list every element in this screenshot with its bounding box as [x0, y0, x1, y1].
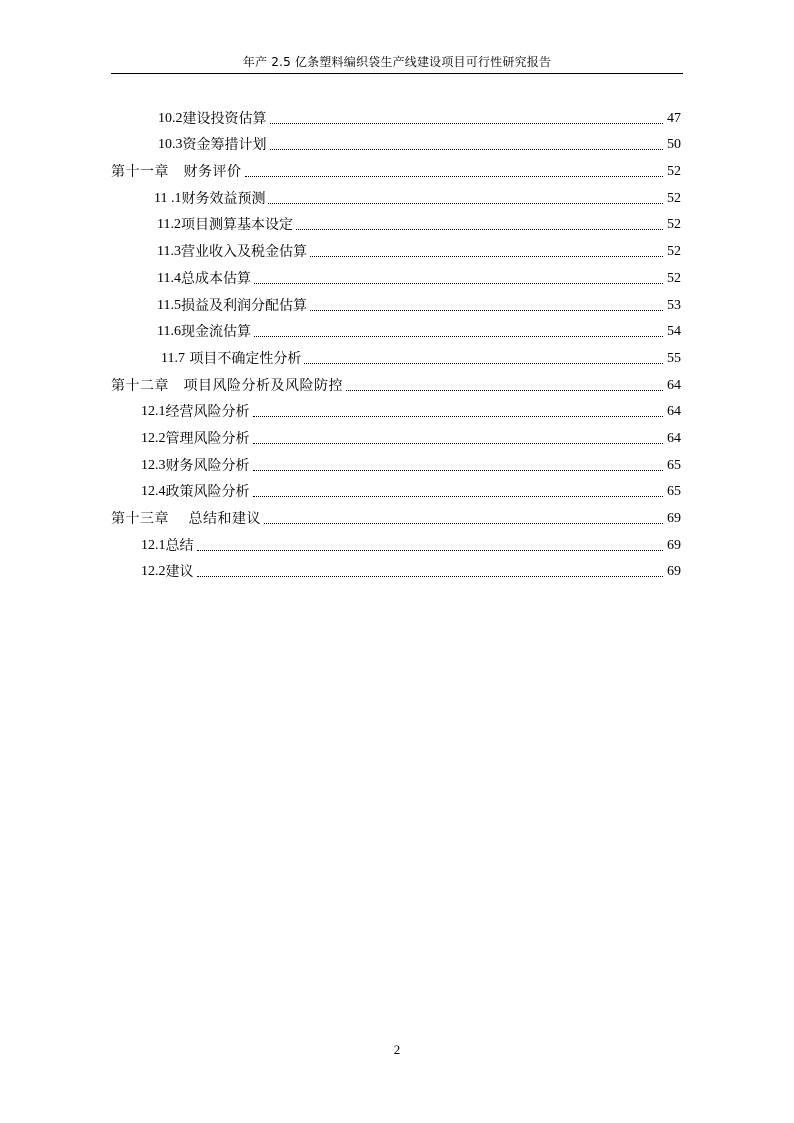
toc-entry[interactable] [111, 316, 681, 343]
toc-entry-title: 总成本估算 [180, 270, 251, 287]
toc-entry-number: 12.2 [141, 430, 166, 446]
dot-leader [270, 149, 664, 150]
toc-entry-title: 项目不确定性分析 [184, 350, 302, 367]
toc-chapter-title: 第十三章 总结和建议 [111, 511, 261, 527]
dot-leader [253, 443, 664, 444]
toc-entry-title: 现金流估算 [180, 324, 251, 341]
toc-entry-number: 12.1 [141, 404, 166, 420]
toc-entry-page: 52 [667, 164, 681, 180]
toc-entry-page: 64 [667, 404, 681, 420]
toc-entry-title: 资金筹措计划 [182, 137, 267, 154]
dot-leader [270, 123, 664, 124]
dot-leader [346, 390, 663, 391]
toc-entry-title: 项目测算基本设定 [180, 217, 293, 234]
toc-entry-title: 财务风险分析 [165, 457, 250, 474]
dot-leader [264, 523, 663, 524]
toc-entry[interactable] [111, 342, 681, 369]
toc-entry-page: 52 [667, 217, 681, 233]
toc-entry-number: 11.6 [157, 324, 181, 340]
toc-entry-title: 建议 [165, 564, 194, 581]
toc-entry-page: 69 [667, 511, 681, 526]
dot-leader [253, 416, 664, 417]
toc-chapter[interactable] [111, 502, 681, 529]
toc-entry-page: 54 [667, 324, 681, 340]
toc-entry-title: 管理风险分析 [165, 430, 250, 447]
toc-entry-number: 11.4 [157, 270, 181, 286]
toc-entry[interactable] [111, 556, 681, 583]
toc-entry-number: 11.5 [157, 297, 181, 313]
toc-entry[interactable] [111, 422, 681, 449]
toc-entry[interactable] [111, 289, 681, 316]
toc-entry-number: 11.3 [157, 244, 181, 260]
toc-entry-number: 12.2 [141, 564, 166, 580]
toc-entry-page: 52 [667, 270, 681, 286]
dot-leader [254, 336, 663, 337]
toc-entry-title: 建设投资估算 [182, 110, 267, 127]
toc-entry-page: 52 [667, 244, 681, 260]
toc-entry-title: 财务效益预测 [181, 190, 266, 207]
toc-entry-title: 经营风险分析 [165, 404, 250, 421]
toc-entry-page: 52 [667, 190, 681, 206]
toc-entry-number: 11.2 [157, 217, 181, 233]
toc-entry-page: 69 [667, 537, 681, 553]
dot-leader [245, 176, 664, 177]
toc-entry[interactable] [111, 209, 681, 236]
toc-entry-page: 47 [667, 110, 681, 126]
toc-entry-number: 11 .1 [154, 190, 182, 206]
toc-entry-number: 12.1 [141, 537, 166, 553]
toc-chapter[interactable] [111, 369, 681, 396]
toc-entry-title: 政策风险分析 [165, 484, 250, 501]
dot-leader [304, 363, 663, 364]
toc-entry-number: 11.7 [161, 350, 185, 366]
dot-leader [296, 229, 663, 230]
toc-entry-number: 12.3 [141, 457, 166, 473]
toc-entry[interactable] [111, 129, 681, 156]
toc-entry-page: 69 [667, 564, 681, 580]
dot-leader [268, 203, 663, 204]
page-number: 2 [393, 1042, 401, 1057]
toc-chapter-title: 第十一章 财务评价 [111, 164, 242, 181]
toc-entry-page: 53 [667, 297, 681, 313]
table-of-contents [111, 102, 681, 582]
dot-leader [197, 576, 664, 577]
toc-entry-number: 10.3 [158, 137, 183, 153]
toc-entry-title: 损益及利润分配估算 [180, 297, 307, 314]
toc-entry-page: 64 [667, 430, 681, 446]
header-rule [111, 73, 683, 74]
dot-leader [310, 310, 663, 311]
toc-chapter[interactable] [111, 155, 681, 182]
toc-chapter-title: 第十二章 项目风险分析及风险防控 [111, 377, 343, 394]
running-header: 年产 2.5 亿条塑料编织袋生产线建设项目可行性研究报告 [242, 55, 552, 69]
toc-entry-page: 65 [667, 484, 681, 500]
dot-leader [253, 496, 664, 497]
toc-entry[interactable] [111, 102, 681, 129]
toc-entry[interactable] [111, 449, 681, 476]
toc-entry-title: 总结 [165, 537, 194, 554]
dot-leader [310, 256, 663, 257]
toc-entry[interactable] [111, 262, 681, 289]
toc-entry[interactable] [111, 529, 681, 556]
toc-entry[interactable] [111, 396, 681, 423]
toc-entry-title: 营业收入及税金估算 [180, 244, 307, 261]
toc-entry-page: 50 [667, 137, 681, 153]
toc-entry[interactable] [111, 235, 681, 262]
dot-leader [253, 470, 664, 471]
dot-leader [254, 283, 663, 284]
toc-entry-number: 12.4 [141, 484, 166, 500]
toc-entry-page: 55 [667, 350, 681, 366]
toc-entry[interactable] [111, 182, 681, 209]
toc-entry-page: 64 [667, 377, 681, 393]
toc-entry[interactable] [111, 476, 681, 503]
toc-entry-number: 10.2 [158, 110, 183, 126]
toc-entry-page: 65 [667, 457, 681, 473]
dot-leader [197, 550, 664, 551]
